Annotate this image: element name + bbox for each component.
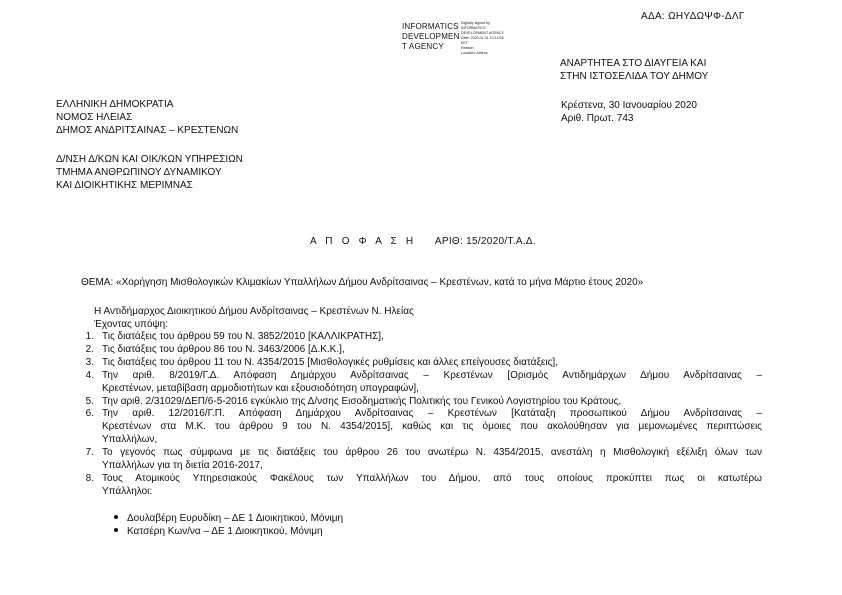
signature-detail-line: INFORMATICS <box>461 26 486 30</box>
list-item-number: 8. <box>85 472 94 484</box>
list-item <box>72 357 762 370</box>
intro-line: Έχοντας υπόψη: <box>94 319 168 330</box>
department-line: ΤΜΗΜΑ ΑΝΘΡΩΠΙΝΟΥ ΔΥΝΑΜΙΚΟΥ <box>56 167 222 178</box>
list-item <box>72 408 762 447</box>
list-item-line: Υπαλλήλων για τη διετία 2016-2017, <box>102 460 263 472</box>
list-item <box>72 331 762 344</box>
list-item-line: Τους Ατομικούς Υπηρεσιακούς Φακέλους των Υπαλλήλων του Δήμου, από τους οποίους προκύπτει πως οι κατωτέρω <box>102 472 762 484</box>
department-header <box>56 153 243 192</box>
list-item-line: Την αριθ. 8/2019/Γ.Δ. Απόφαση Δημάρχου Ανδρίτσαινας – Κρεστένων [Ορισμός Αντιδημάρχων Δήμου Ανδρίτσαινας – <box>102 369 762 381</box>
subject-line: ΘΕΜΑ: «Χορήγηση Μισθολογικών Κλιμακίων Υπαλλήλων Δήμου Ανδρίτσαινας – Κρεστένων, κατά το μήνα Μάρτιο έτους 2020» <box>81 277 644 288</box>
list-item-number: 7. <box>85 447 94 459</box>
digital-signature-details <box>461 21 504 56</box>
decision-number: ΑΡΙΘ: 15/2020/Τ.Α.Δ. <box>434 236 536 247</box>
list-item-line: Υπαλλήλων, <box>102 434 158 446</box>
list-item <box>72 344 762 357</box>
employee-list <box>114 512 343 538</box>
decision-heading <box>310 236 536 247</box>
publish-note-line: ΑΝΑΡΤΗΤΕΑ ΣΤΟ ΔΙΑΥΓΕΙΑ ΚΑΙ <box>560 58 707 69</box>
list-item-number: 6. <box>85 408 94 420</box>
list-item-line: Το γεγονός πως σύμφωνα με τις διατάξεις του άρθρου 26 του ανωτέρω Ν. 4354/2015, ανεστάλη η Μισθολογική εξέλιξη όλων των <box>102 447 762 459</box>
list-item <box>72 447 762 473</box>
list-item-line: Την αριθ. 2/31029/ΔΕΠ/6-5-2016 εγκύκλιο της Δ/νσης Εισοδηματικής Πολιτικής του Γενικού Λογιστηρίου του Κράτους, <box>102 395 622 407</box>
signature-org-line: T AGENCY <box>402 42 444 51</box>
employee-name: Κατσέρη Κων/να – ΔΕ 1 Διοικητικού, Μόνιμη <box>127 526 323 537</box>
signature-detail-line: Digitally signed by <box>461 21 490 25</box>
list-item-text <box>102 370 762 396</box>
bullet-icon <box>114 528 118 532</box>
list-item-line: Κρεστένων, μεταβίβαση αρμοδιοτήτων και εξουσιοδότηση υπογραφών], <box>102 382 419 394</box>
list-item-text <box>102 344 762 357</box>
list-item-text <box>102 447 762 473</box>
intro-line: Η Αντιδήμαρχος Διοικητικού Δήμου Ανδρίτσαινας – Κρεστένων Ν. Ηλείας <box>94 306 414 317</box>
employee-item <box>114 512 343 525</box>
list-item <box>72 370 762 396</box>
list-item <box>72 473 762 499</box>
ada-code: ΑΔΑ: ΩΗΥΔΩΨΦ-ΔΛΓ <box>641 11 745 22</box>
digital-signature-org <box>402 22 460 52</box>
signature-detail-line: Reason: <box>461 46 475 50</box>
list-item-line: Τις διατάξεις του άρθρου 86 του Ν. 3463/2006 [Δ.Κ.Κ.], <box>102 343 345 355</box>
list-item <box>72 396 762 409</box>
publish-note-line: ΣΤΗΝ ΙΣΤΟΣΕΛΙΔΑ ΤΟΥ ΔΗΜΟΥ <box>560 71 709 82</box>
employee-name: Δουλαβέρη Ευρυδίκη – ΔΕ 1 Διοικητικού, Μόνιμη <box>127 513 344 524</box>
issuer-line: ΝΟΜΟΣ ΗΛΕΙΑΣ <box>56 112 133 123</box>
list-item-text <box>102 396 762 409</box>
list-item-text <box>102 331 762 344</box>
signature-detail-line: DEVELOPMENT AGENCY <box>461 31 505 35</box>
list-item-text <box>102 357 762 370</box>
department-line: ΚΑΙ ΔΙΟΙΚΗΤΙΚΗΣ ΜΕΡΙΜΝΑΣ <box>56 180 193 191</box>
considerations-list <box>72 331 762 499</box>
department-line: Δ/ΝΣΗ Δ/ΚΩΝ ΚΑΙ ΟΙΚ/ΚΩΝ ΥΠΗΡΕΣΙΩΝ <box>56 154 243 165</box>
decision-title: Α Π Ο Φ Α Σ Η <box>310 236 417 247</box>
list-item-text <box>102 473 762 499</box>
list-item-line: Υπάλληλοι: <box>102 485 153 497</box>
document-date: Κρέστενα, 30 Ιανουαρίου 2020 <box>561 100 697 111</box>
signature-detail-line: Location: Athens <box>461 51 488 55</box>
employee-item <box>114 525 343 538</box>
list-item-line: Κρεστένων στα Μ.Κ. του άρθρου 9 του Ν. 4354/2015], καθώς και τις όμοιες που ακολούθησαν για μεμονωμένες περιπτώσεις <box>102 421 762 433</box>
signature-org-line: INFORMATICS <box>402 22 459 31</box>
intro <box>94 305 414 331</box>
date-protocol <box>561 99 697 125</box>
publish-note <box>560 57 708 83</box>
list-item-line: Τις διατάξεις του άρθρου 11 του Ν. 4354/2015 [Μισθολογικές ρυθμίσεις και άλλες επείγουσες διατάξεις], <box>102 356 558 368</box>
list-item-number: 5. <box>85 395 94 407</box>
list-item-text <box>102 408 762 447</box>
signature-detail-line: EET <box>461 41 468 45</box>
issuer-header <box>56 98 238 137</box>
bullet-icon <box>114 515 118 519</box>
signature-org-line: DEVELOPMEN <box>402 32 460 41</box>
list-item-number: 2. <box>85 343 94 355</box>
list-item-number: 3. <box>85 356 94 368</box>
list-item-number: 4. <box>85 369 94 381</box>
list-item-line: Την αριθ. 12/2016/Γ.Π. Απόφαση Δημάρχου Ανδρίτσαινας – Κρεστένων [Κατάταξη προσωπικού Δήμου Ανδρίτσαινας – <box>102 408 762 420</box>
signature-detail-line: Date: 2020.01.31 13:14:59 <box>461 36 504 40</box>
list-item-number: 1. <box>85 331 94 342</box>
list-item-line: Τις διατάξεις του άρθρου 59 του Ν. 3852/2010 [ΚΑΛΛΙΚΡΑΤΗΣ], <box>102 331 384 342</box>
protocol-number: Αριθ. Πρωτ. 743 <box>561 113 634 124</box>
issuer-line: ΕΛΛΗΝΙΚΗ ΔΗΜΟΚΡΑΤΙΑ <box>56 99 174 110</box>
issuer-line: ΔΗΜΟΣ ΑΝΔΡΙΤΣΑΙΝΑΣ – ΚΡΕΣΤΕΝΩΝ <box>56 125 239 136</box>
